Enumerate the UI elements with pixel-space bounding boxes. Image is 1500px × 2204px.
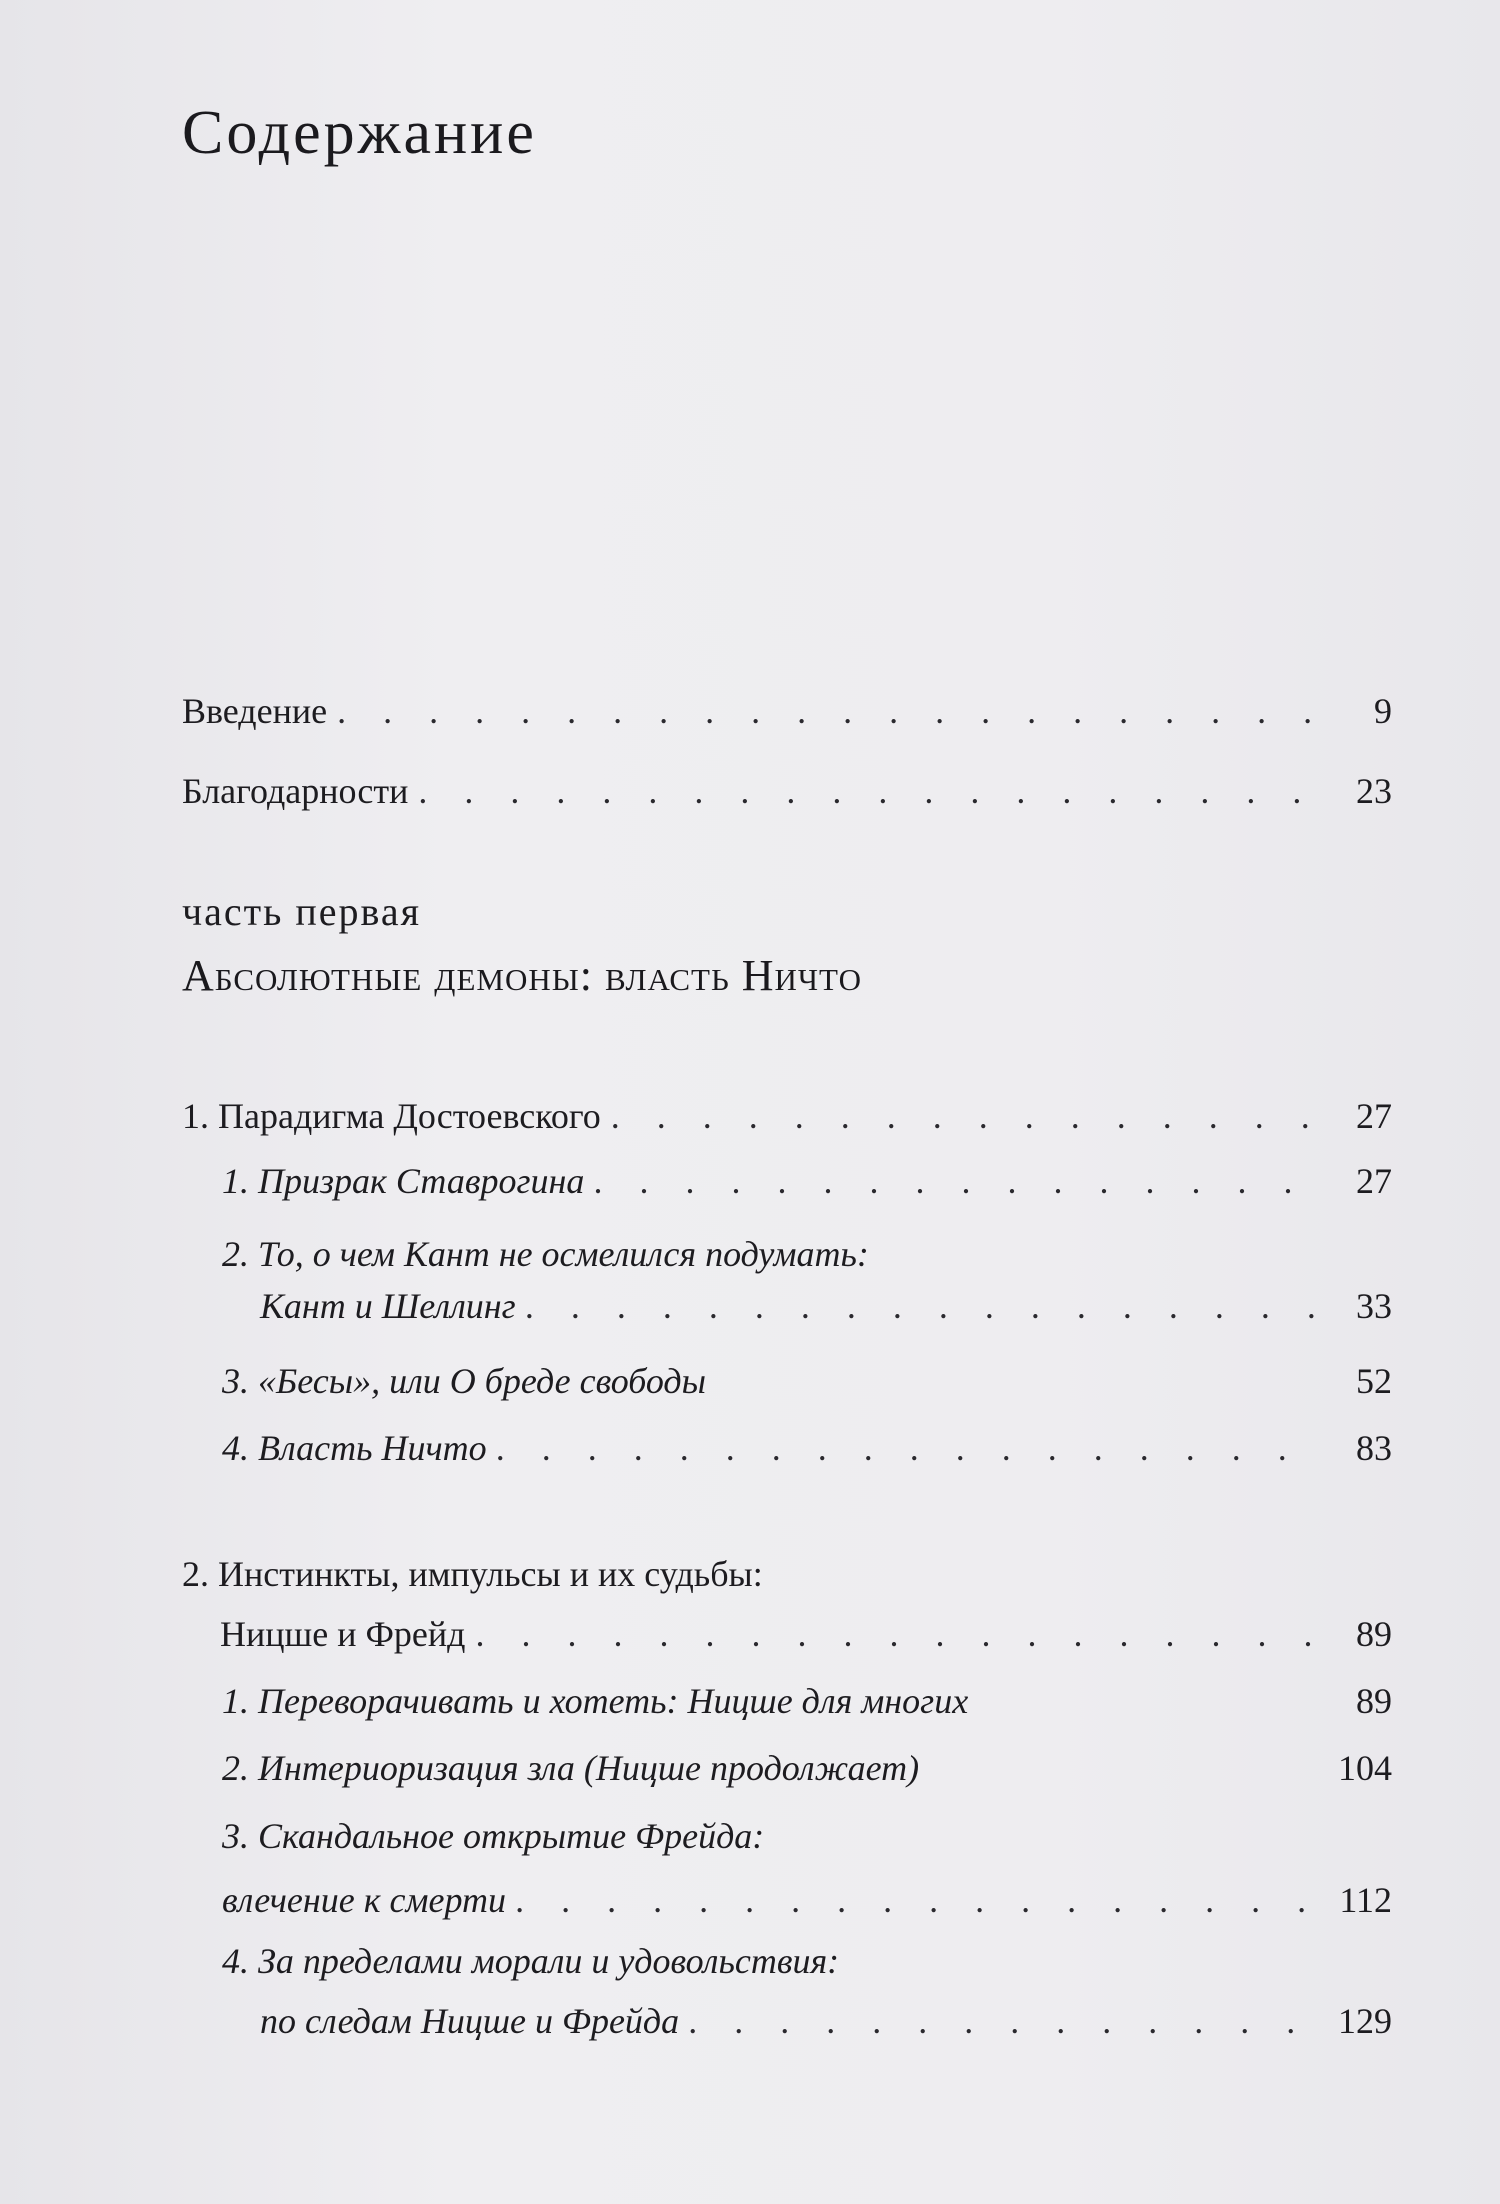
- section-title-line: влечение к смерти: [222, 1880, 507, 1920]
- toc-page-number: 9: [1374, 691, 1392, 731]
- toc-section-1-1[interactable]: [222, 1155, 1392, 1207]
- leader-dots: [594, 1155, 1322, 1207]
- toc-section-1-3[interactable]: [222, 1355, 1392, 1407]
- toc-page-number: 89: [1356, 1681, 1392, 1721]
- leader-dots: [418, 765, 1322, 817]
- leader-dots: [337, 685, 1322, 737]
- section-title-line: 2. То, о чем Кант не осмелился подумать:: [222, 1234, 869, 1274]
- page-title: Содержание: [182, 99, 537, 167]
- section-title-line: по следам Ницше и Фрейда: [260, 2001, 680, 2041]
- toc-page-number: 27: [1356, 1161, 1392, 1201]
- toc-section-1-4[interactable]: [222, 1422, 1392, 1474]
- part-label: часть первая: [182, 889, 422, 934]
- section-title: 2. Интериоризация зла (Ницше продолжает): [222, 1748, 920, 1788]
- toc-chapter-1[interactable]: [182, 1090, 1392, 1142]
- toc-section-1-2[interactable]: [222, 1228, 1392, 1332]
- leader-dots: [611, 1090, 1322, 1142]
- leader-dots: [497, 1422, 1322, 1474]
- section-title: 4. Власть Ничто: [222, 1428, 487, 1468]
- leader-dots: [689, 1995, 1322, 2047]
- leader-dots: [526, 1280, 1322, 1332]
- toc-page-number: 52: [1356, 1361, 1392, 1401]
- toc-entry-title: Благодарности: [182, 771, 409, 811]
- toc-page-number: 33: [1356, 1286, 1392, 1326]
- toc-entry-introduction[interactable]: [182, 685, 1392, 737]
- toc-page-number: 23: [1356, 771, 1392, 811]
- leader-dots: [476, 1608, 1323, 1660]
- chapter-title-line: Ницше и Фрейд: [220, 1614, 466, 1654]
- chapter-title-line: 2. Инстинкты, импульсы и их судьбы:: [182, 1554, 763, 1594]
- toc-page-number: 27: [1356, 1096, 1392, 1136]
- leader-dots: [516, 1874, 1322, 1926]
- toc-page-number: 89: [1356, 1614, 1392, 1654]
- toc-entry-acknowledgements[interactable]: [182, 765, 1392, 817]
- toc-chapter-2[interactable]: [182, 1548, 1392, 1660]
- section-title: 1. Призрак Ставрогина: [222, 1161, 585, 1201]
- toc-section-2-3[interactable]: [222, 1810, 1392, 1926]
- section-title-line: Кант и Шеллинг: [260, 1286, 516, 1326]
- toc-page-number: 112: [1339, 1880, 1392, 1920]
- toc-page-number: 104: [1338, 1748, 1392, 1788]
- toc-section-2-4[interactable]: [222, 1935, 1392, 2047]
- section-title-line: 3. Скандальное открытие Фрейда:: [222, 1816, 765, 1856]
- part-title: Абсолютные демоны: власть Ничто: [182, 951, 862, 1000]
- toc-section-2-1[interactable]: [222, 1675, 1392, 1727]
- toc-section-2-2[interactable]: [222, 1742, 1392, 1794]
- chapter-title: 1. Парадигма Достоевского: [182, 1096, 601, 1136]
- section-title-line: 4. За пределами морали и удовольствия:: [222, 1941, 840, 1981]
- section-title: 3. «Бесы», или О бреде свободы: [222, 1361, 707, 1401]
- toc-page-number: 83: [1356, 1428, 1392, 1468]
- toc-page-number: 129: [1338, 2001, 1392, 2041]
- section-title: 1. Переворачивать и хотеть: Ницше для многих: [222, 1681, 969, 1721]
- toc-entry-title: Введение: [182, 691, 328, 731]
